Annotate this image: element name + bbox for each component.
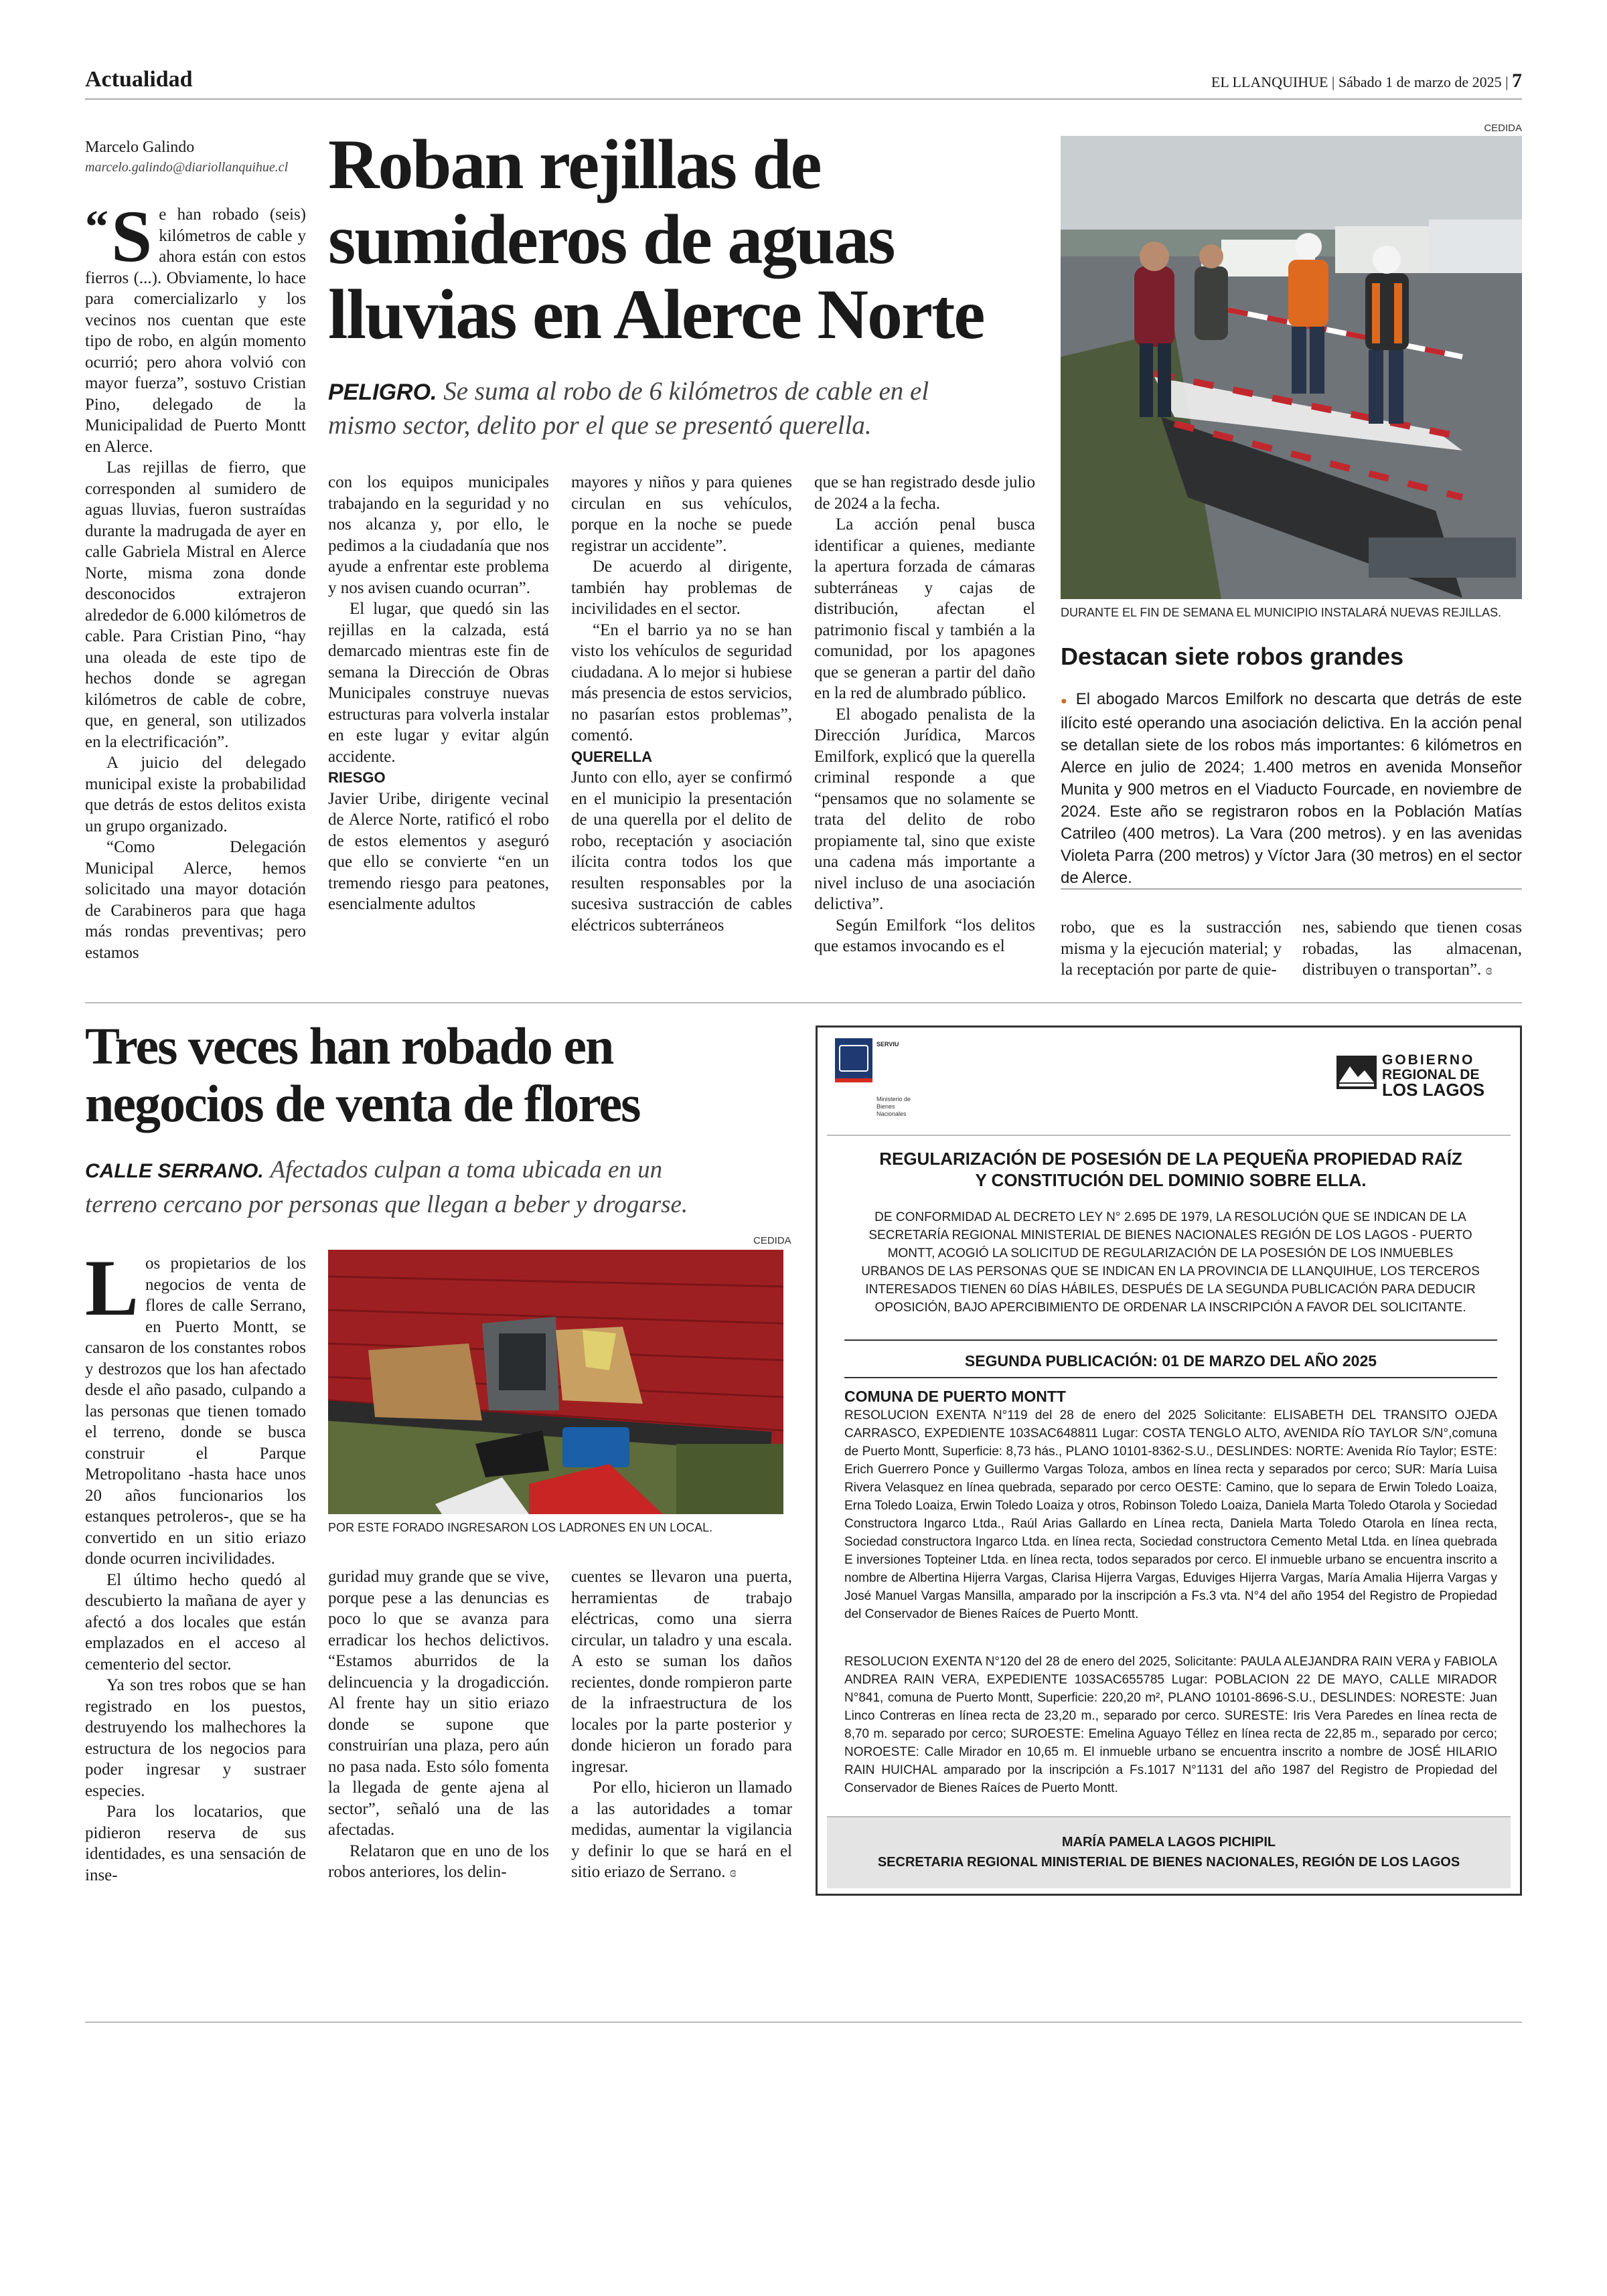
photo-illustration-2 <box>328 1250 783 1514</box>
signer-name: MARÍA PAMELA LAGOS PICHIPIL <box>1061 1835 1276 1850</box>
gobierno-regional-logo: GOBIERNO REGIONAL DE LOS LAGOS <box>1336 1049 1497 1102</box>
public-notice <box>816 1026 1522 1896</box>
sidebar-box <box>1061 643 1522 889</box>
photo-caption: DURANTE EL FIN DE SEMANA EL MUNICIPIO INSTALARÁ NUEVAS REJILLAS. <box>1061 606 1502 619</box>
photo-broken-wall <box>328 1250 783 1514</box>
notice-resolution-120: RESOLUCION EXENTA N°120 del 28 de enero del 2025, Solicitante: PAULA ALEJANDRA RAIN VERA y FABIOLA ANDREA RAIN VERA, EXPEDIENTE 103SAC655785 Lugar: POBLACION 22 DE MAYO, CALLE MIRADOR N°841, comuna de Puerto Montt, Superficie: 220,20 m², PLANO 10101-8696-S.U., DESLINDES: NORESTE: Juan Linco Contreras en línea recta de 23,20 m., separado por cerco. SURESTE: Iris Vera Paredes en línea recta de 8,70 m. separado por cerco; SUROESTE: Emelina Aguayo Téllez en línea recta de 22,85 m., separado por cerco; NOROESTE: Calle Mirador en 10,65 m. El inmueble urbano se encuentra inscrito a nombre de JOSÉ HILARIO RAIN HUICHAL amparado por la inscripción a Fs.1017 N°1131 del año 1987 del Registro de Propiedad del Conservador de Bienes Raíces de Puerto Montt. <box>844 1655 1497 1795</box>
ministry-logo: SERVIU Ministerio de Bienes Nacionales <box>835 1038 915 1132</box>
notice-title: REGULARIZACIÓN DE POSESIÓN DE LA PEQUEÑA PROPIEDAD RAÍZ Y CONSTITUCIÓN DEL DOMINIO SOBRE ELLA. <box>879 1149 1462 1190</box>
article1-col3: mayores y niños y para quienes circulan en sus vehículos, porque en la noche se puede registrar un accidente”. De acuerdo al dirigente, también hay problemas de incivilidades en el sector. “En el barrio ya no se han visto los vehículos de seguridad ciudadana. A lo mejor si hubiese más presencia de estos servicios, no pasarían estos problemas”, comentó. QUERELLA Junto con ello, ayer se confirmó en el municipio la presentación de una querella por el delito de robo, receptación y asociación ilícita contra todos los que resulten responsables por la sucesiva sustracción de cables eléctricos subterráneos <box>571 473 792 934</box>
headline: Roban rejillas de sumideros de aguas lluvias en Alerce Norte <box>328 125 984 353</box>
notice-logo-bar <box>827 1036 1511 1136</box>
notice-signature-block <box>827 1816 1511 1888</box>
section-title: Actualidad <box>85 67 193 92</box>
deck-2: CALLE SERRANO. Afectados culpan a toma ubicada en un terreno cercano por personas que llegan a beber y drogarse. <box>85 1156 688 1218</box>
drop-cap-2: L <box>85 1243 139 1332</box>
photo-workers-grate <box>1061 136 1522 599</box>
page-header-info: EL LLANQUIHUE | Sábado 1 de marzo de 2025 | 7 <box>1211 70 1522 92</box>
subhead-riesgo: RIESGO <box>328 769 386 786</box>
headline-2: Tres veces han robado en negocios de venta de flores <box>85 1017 640 1133</box>
opening-quote: “ <box>85 201 108 253</box>
byline <box>85 137 313 177</box>
page-number: 7 <box>1512 70 1522 92</box>
sidebar-title: Destacan siete robos grandes <box>1061 643 1404 670</box>
end-mark-icon-2: ɞ <box>729 1864 737 1880</box>
notice-resolution-119: RESOLUCION EXENTA N°119 del 28 de enero del 2025 Solicitante: ELISABETH DEL TRANSITO OJEDA CARRASCO, EXPEDIENTE 103SAC648811 Lugar: COSTA TENGLO ALTO, AVENIDA RÍO TAYLOR S/N°,comuna de Puerto Montt, Superficie: 8,73 hás., PLANO 10101-8362-S.U., DESLINDES: NORTE: Avenida Río Taylor; ESTE: Erich Guerrero Ponce y Guillermo Vargas Toloza, ambos en línea recta y separados por cerco; SUR: María Luisa Rivera Velasquez en línea quebrada, separado por cerco OESTE: Camino, que lo separa de Erwin Toledo Loaiza, Erna Toledo Loaiza, Erwin Toledo Loaiza y otros, Robinson Toledo Loaiza, Daniela Marta Toledo Otarola y Sociedad Constructora Ingarco Ltda., Raúl Arias Gallardo en Línea recta, Daniela Marta Toledo Otarola en línea recta, Sociedad constructora Ingarco Ltda. en línea recta, Sociedad constructora Cemento Metal Ltda. en línea quebrada E inversiones Topteiner Ltda. en línea recta, todos separados por cerco. El inmueble urbano se encuentra inscrito a nombre de Albertina Hijerra Vargas, Clarisa Hijerra Vargas, Eduviges Hijerra Vargas, María Amalia Hijerra Vargas y José Manuel Vargas Mansilla, amparado por la inscripción a Fs.3 vta. N°4 del año 1954 del Registro de Propiedad del Conservador de Bienes Raíces de Puerto Montt. <box>844 1408 1497 1621</box>
photo-credit: CEDIDA <box>1484 122 1522 134</box>
header-rule <box>85 98 1522 100</box>
article1-col1: “ S e han robado (seis) kilómetros de cable y ahora están con estos fierros (...). Obviamente, lo hace para comercializarlo y los vecinos nos cuentan que este tipo de robo, en algún momento ocurrió; pero ahora volvió con mayor fuerza”, sostuvo Cristian Pino, delegado de la Municipalidad de Puerto Montt en Alerce. Las rejillas de fierro, que corresponden al sumidero de aguas lluvias, fueron sustraídas durante la madrugada de ayer en calle Gabriela Mistral en Alerce Norte, misma zona donde desconocidos extrajeron alrededor de 6.000 kilómetros de cable. Para Cristian Pino, “hay una oleada de este tipo de hechos donde se agregan kilómetros de cable de cobre, que, en general, son utilizados en la electrificación”. A juicio del delegado municipal existe la probabilidad que detrás de estos delitos exista un grupo organizado. “Como Delegación Municipal Alerce, hemos solicitado una mayor dotación de Carabineros para que haga más rondas preventivas; pero estamos <box>85 195 306 962</box>
section-divider <box>85 1002 1522 1003</box>
notice-publication: SEGUNDA PUBLICACIÓN: 01 DE MARZO DEL AÑO 2025 <box>964 1352 1377 1370</box>
photo-illustration <box>1061 136 1522 599</box>
article1-col4: que se han registrado desde julio de 2024 a la fecha. La acción penal busca identificar a quienes, mediante la apertura forzada de cámaras subterráneas y cajas de distribución, afectan el patrimonio fiscal y también a la comunidad, por los apagones que se generan a partir del daño en la red de alumbrado público. El abogado penalista de la Dirección Jurídica, Marcos Emilfork, explicó que la querella criminal responde a que “pensamos que no solamente se trata del delito de robo propiamente tal, sino que existe una cadena más importante a nivel incluso de una asociación delictiva”. Según Emilfork “los delitos que estamos invocando es el <box>814 473 1035 955</box>
article1-col5: robo, que es la sustracción misma y la ejecución material; y la receptación por parte de quie- <box>1061 918 1282 979</box>
notice-intro: DE CONFORMIDAD AL DECRETO LEY N° 2.695 DE 1979, LA RESOLUCIÓN QUE SE INDICAN DE LA SECRETARÍA REGIONAL MINISTERIAL DE BIENES NACIONALES REGIÓN DE LOS LAGOS - PUERTO MONTT, ACOGIÓ LA SOLICITUD DE REGULARIZACIÓN DE LA POSESIÓN DE LOS INMUEBLES URBANOS DE LAS PERSONAS QUE SE INDICAN EN LA PROVINCIA DE LLANQUIHUE, LOS TERCEROS INTERESADOS TIENEN 60 DÍAS HÁBILES, DESPUÉS DE LA SEGUNDA PUBLICACIÓN PARA DEDUCIR OPOSICIÓN, BAJO APERCIBIMIENTO DE ORDENAR LA INSCRIPCIÓN A FAVOR DEL SOLICITANTE. <box>861 1210 1480 1315</box>
paper-name: EL LLANQUIHUE <box>1211 74 1328 90</box>
kicker-2: CALLE SERRANO. <box>85 1160 264 1182</box>
notice-commune: COMUNA DE PUERTO MONTT <box>844 1388 1066 1405</box>
ministry-flag-icon <box>835 1078 872 1082</box>
article2-col3: cuentes se llevaron una puerta, herramientas de trabajo eléctricas, como una sierra circular, un taladro y una escala. A esto se suman los daños recientes, donde rompieron parte de la infraestructura de los locales por la parte posterior y donde hicieron un forado para ingresar. Por ello, hicieron un llamado a las autoridades a tomar medidas, aumentar la vigilancia y definir lo que se hará en el sitio eriazo de Serrano. ɞ <box>571 1568 792 1881</box>
notice-rule-2 <box>844 1377 1497 1378</box>
article2-col2: guridad muy grande que se vive, porque pese a las denuncias es poco lo que se avanza para erradicar los hechos delictivos. “Estamos aburridos de la delincuencia y la drogadicción. Al frente hay un sitio eriazo donde se supone que construirían una plaza, pero aún no pasa nada. Esto sólo fomenta la llegada de gente ajena al sector”, señaló una de las afectadas. Relataron que en uno de los robos anteriores, los delin- <box>328 1568 549 1881</box>
deck: PELIGRO. Se suma al robo de 6 kilómetros de cable en el mismo sector, delito por el que se presentó querella. <box>328 377 929 440</box>
photo-credit-2: CEDIDA <box>753 1235 791 1246</box>
article2-col1: Los propietarios de los negocios de venta de flores de calle Serrano, en Puerto Montt, se cansaron de los constantes robos y destrozos que los han afectado desde el año pasado, culpando a las personas que tienen tomado el terreno, donde se busca construir el Parque Metropolitano -hasta hace unos 20 años funcionarios los estanques petroleros-, que se ha convertido en un sitio eriazo donde ocurren incivilidades. El último hecho quedó al descubierto la mañana de ayer y afectó a dos locales que están emplazados en el acceso al cementerio del sector. Ya son tres robos que se han registrado en los puestos, destruyendo los malhechores la estructura de los negocios para poder ingresar y sustraer especies. Para los locatarios, que pidieron reserva de sus identidades, es una sensación de inse- <box>85 1243 306 1884</box>
author-email: marcelo.galindo@diariollanquihue.cl <box>85 160 289 175</box>
sidebar-text: ● El abogado Marcos Emilfork no descarta que detrás de este ilícito esté operando una asociación delictiva. En la acción penal se detallan siete de los robos más importantes: 6 kilómetros en Alerce en julio de 2024; 1.400 metros en avenida Monseñor Munita y 900 metros en el Viaducto Fourcade, en noviembre de 2024. Este año se registraron robos en la Población Matías Catrileo (400 metros). La Vara (200 metros). y en las avenidas Violeta Parra (200 metros) y Víctor Jara (30 metros) en el sector de Alerce. <box>1061 690 1523 887</box>
article1-col2: con los equipos municipales trabajando en la seguridad y no nos alcanza y, por ello, le pedimos a la ciudadanía que nos ayude a enfrentar este problema y nos avisen cuando ocurran”. El lugar, que quedó sin las rejillas en la calzada, está demarcado mientras este fin de semana la Dirección de Obras Municipales construye nuevas estructuras para volverla instalar en este lugar y evitar algún accidente. RIESGO Javier Uribe, dirigente vecinal de Alerce Norte, ratificó el robo de estos elementos y aseguró que ello se convierte “en un tremendo riesgo para peatones, esencialmente adultos <box>328 473 549 913</box>
kicker: PELIGRO. <box>328 380 437 405</box>
issue-date: Sábado 1 de marzo de 2025 <box>1338 74 1502 90</box>
author-name: Marcelo Galindo <box>85 139 195 156</box>
subhead-querella: QUERELLA <box>571 748 652 765</box>
mountains-icon <box>1336 1056 1377 1089</box>
ministry-shield-icon <box>835 1038 872 1078</box>
drop-cap: S <box>111 195 153 277</box>
photo-caption-2: POR ESTE FORADO INGRESARON LOS LADRONES EN UN LOCAL. <box>328 1521 713 1534</box>
footer-rule <box>85 2022 1522 2023</box>
end-mark-icon: ɞ <box>1485 961 1493 978</box>
signer-title: SECRETARIA REGIONAL MINISTERIAL DE BIENES NACIONALES, REGIÓN DE LOS LAGOS <box>877 1855 1460 1870</box>
bullet-icon: ● <box>1061 695 1069 707</box>
article1-col6: nes, sabiendo que tienen cosas robadas, las almacenan, distribuyen o transportan”. ɞ <box>1302 918 1522 979</box>
notice-rule <box>844 1339 1497 1341</box>
sidebar-rule <box>1061 888 1522 890</box>
